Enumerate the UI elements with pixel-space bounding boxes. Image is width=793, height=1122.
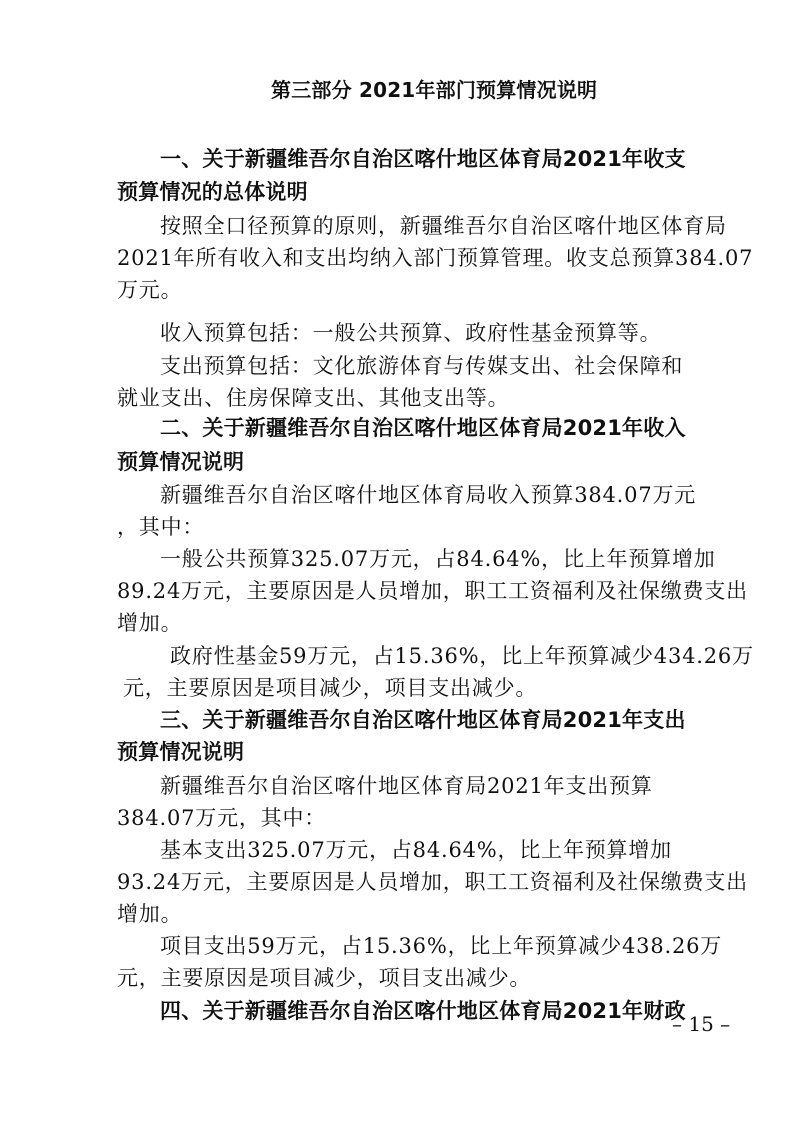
section4-heading-line1: 四、关于新疆维吾尔自治区喀什地区体育局2021年财政: [160, 999, 686, 1023]
section2-heading-line1: 二、关于新疆维吾尔自治区喀什地区体育局2021年收入: [160, 416, 686, 440]
section2-paragraph1-line1: 新疆维吾尔自治区喀什地区体育局收入预算384.07万元: [160, 483, 697, 507]
section2-paragraph2-line1: 一般公共预算325.07万元，占84.64%，比上年预算增加: [160, 547, 716, 571]
section2-paragraph1-line2: ，其中：: [117, 515, 205, 539]
section1-paragraph1-line2: 2021年所有收入和支出均纳入部门预算管理。收支总预算384.07: [117, 246, 754, 270]
section2-heading-line2: 预算情况说明: [117, 450, 245, 474]
section3-paragraph2-line2: 93.24万元，主要原因是人员增加，职工工资福利及社保缴费支出: [117, 870, 748, 894]
section1-heading-line1: 一、关于新疆维吾尔自治区喀什地区体育局2021年收支: [160, 147, 686, 171]
section2-paragraph3-line2: 元，主要原因是项目减少，项目支出减少。: [123, 676, 538, 700]
section2-paragraph2-line2: 89.24万元，主要原因是人员增加，职工工资福利及社保缴费支出: [117, 579, 748, 603]
section3-paragraph3-line1: 项目支出59万元，占15.36%，比上年预算减少438.26万: [160, 934, 723, 958]
section1-paragraph3-line2: 就业支出、住房保障支出、其他支出等。: [117, 386, 510, 410]
section1-heading-line2: 预算情况的总体说明: [117, 180, 308, 204]
page-title: 第三部分 2021年部门预算情况说明: [271, 78, 598, 102]
section2-paragraph2-line3: 增加。: [117, 611, 183, 635]
page-number: – 15 –: [672, 1012, 731, 1036]
section1-paragraph2: 收入预算包括：一般公共预算、政府性基金预算等。: [160, 321, 662, 345]
section3-heading-line1: 三、关于新疆维吾尔自治区喀什地区体育局2021年支出: [160, 708, 686, 732]
section1-paragraph3-line1: 支出预算包括：文化旅游体育与传媒支出、社会保障和: [160, 354, 684, 378]
section3-paragraph1-line1: 新疆维吾尔自治区喀什地区体育局2021年支出预算: [160, 774, 653, 798]
section3-paragraph2-line1: 基本支出325.07万元，占84.64%，比上年预算增加: [160, 838, 672, 862]
section3-heading-line2: 预算情况说明: [117, 740, 245, 764]
section2-paragraph3-line1: 政府性基金59万元，占15.36%，比上年预算减少434.26万: [170, 644, 754, 668]
section3-paragraph1-line2: 384.07万元，其中：: [117, 806, 327, 830]
section3-paragraph2-line3: 增加。: [117, 902, 183, 926]
section1-paragraph1-line3: 万元。: [117, 278, 183, 302]
section3-paragraph3-line2: 元，主要原因是项目减少，项目支出减少。: [117, 966, 532, 990]
section1-paragraph1-line1: 按照全口径预算的原则，新疆维吾尔自治区喀什地区体育局: [160, 214, 727, 238]
